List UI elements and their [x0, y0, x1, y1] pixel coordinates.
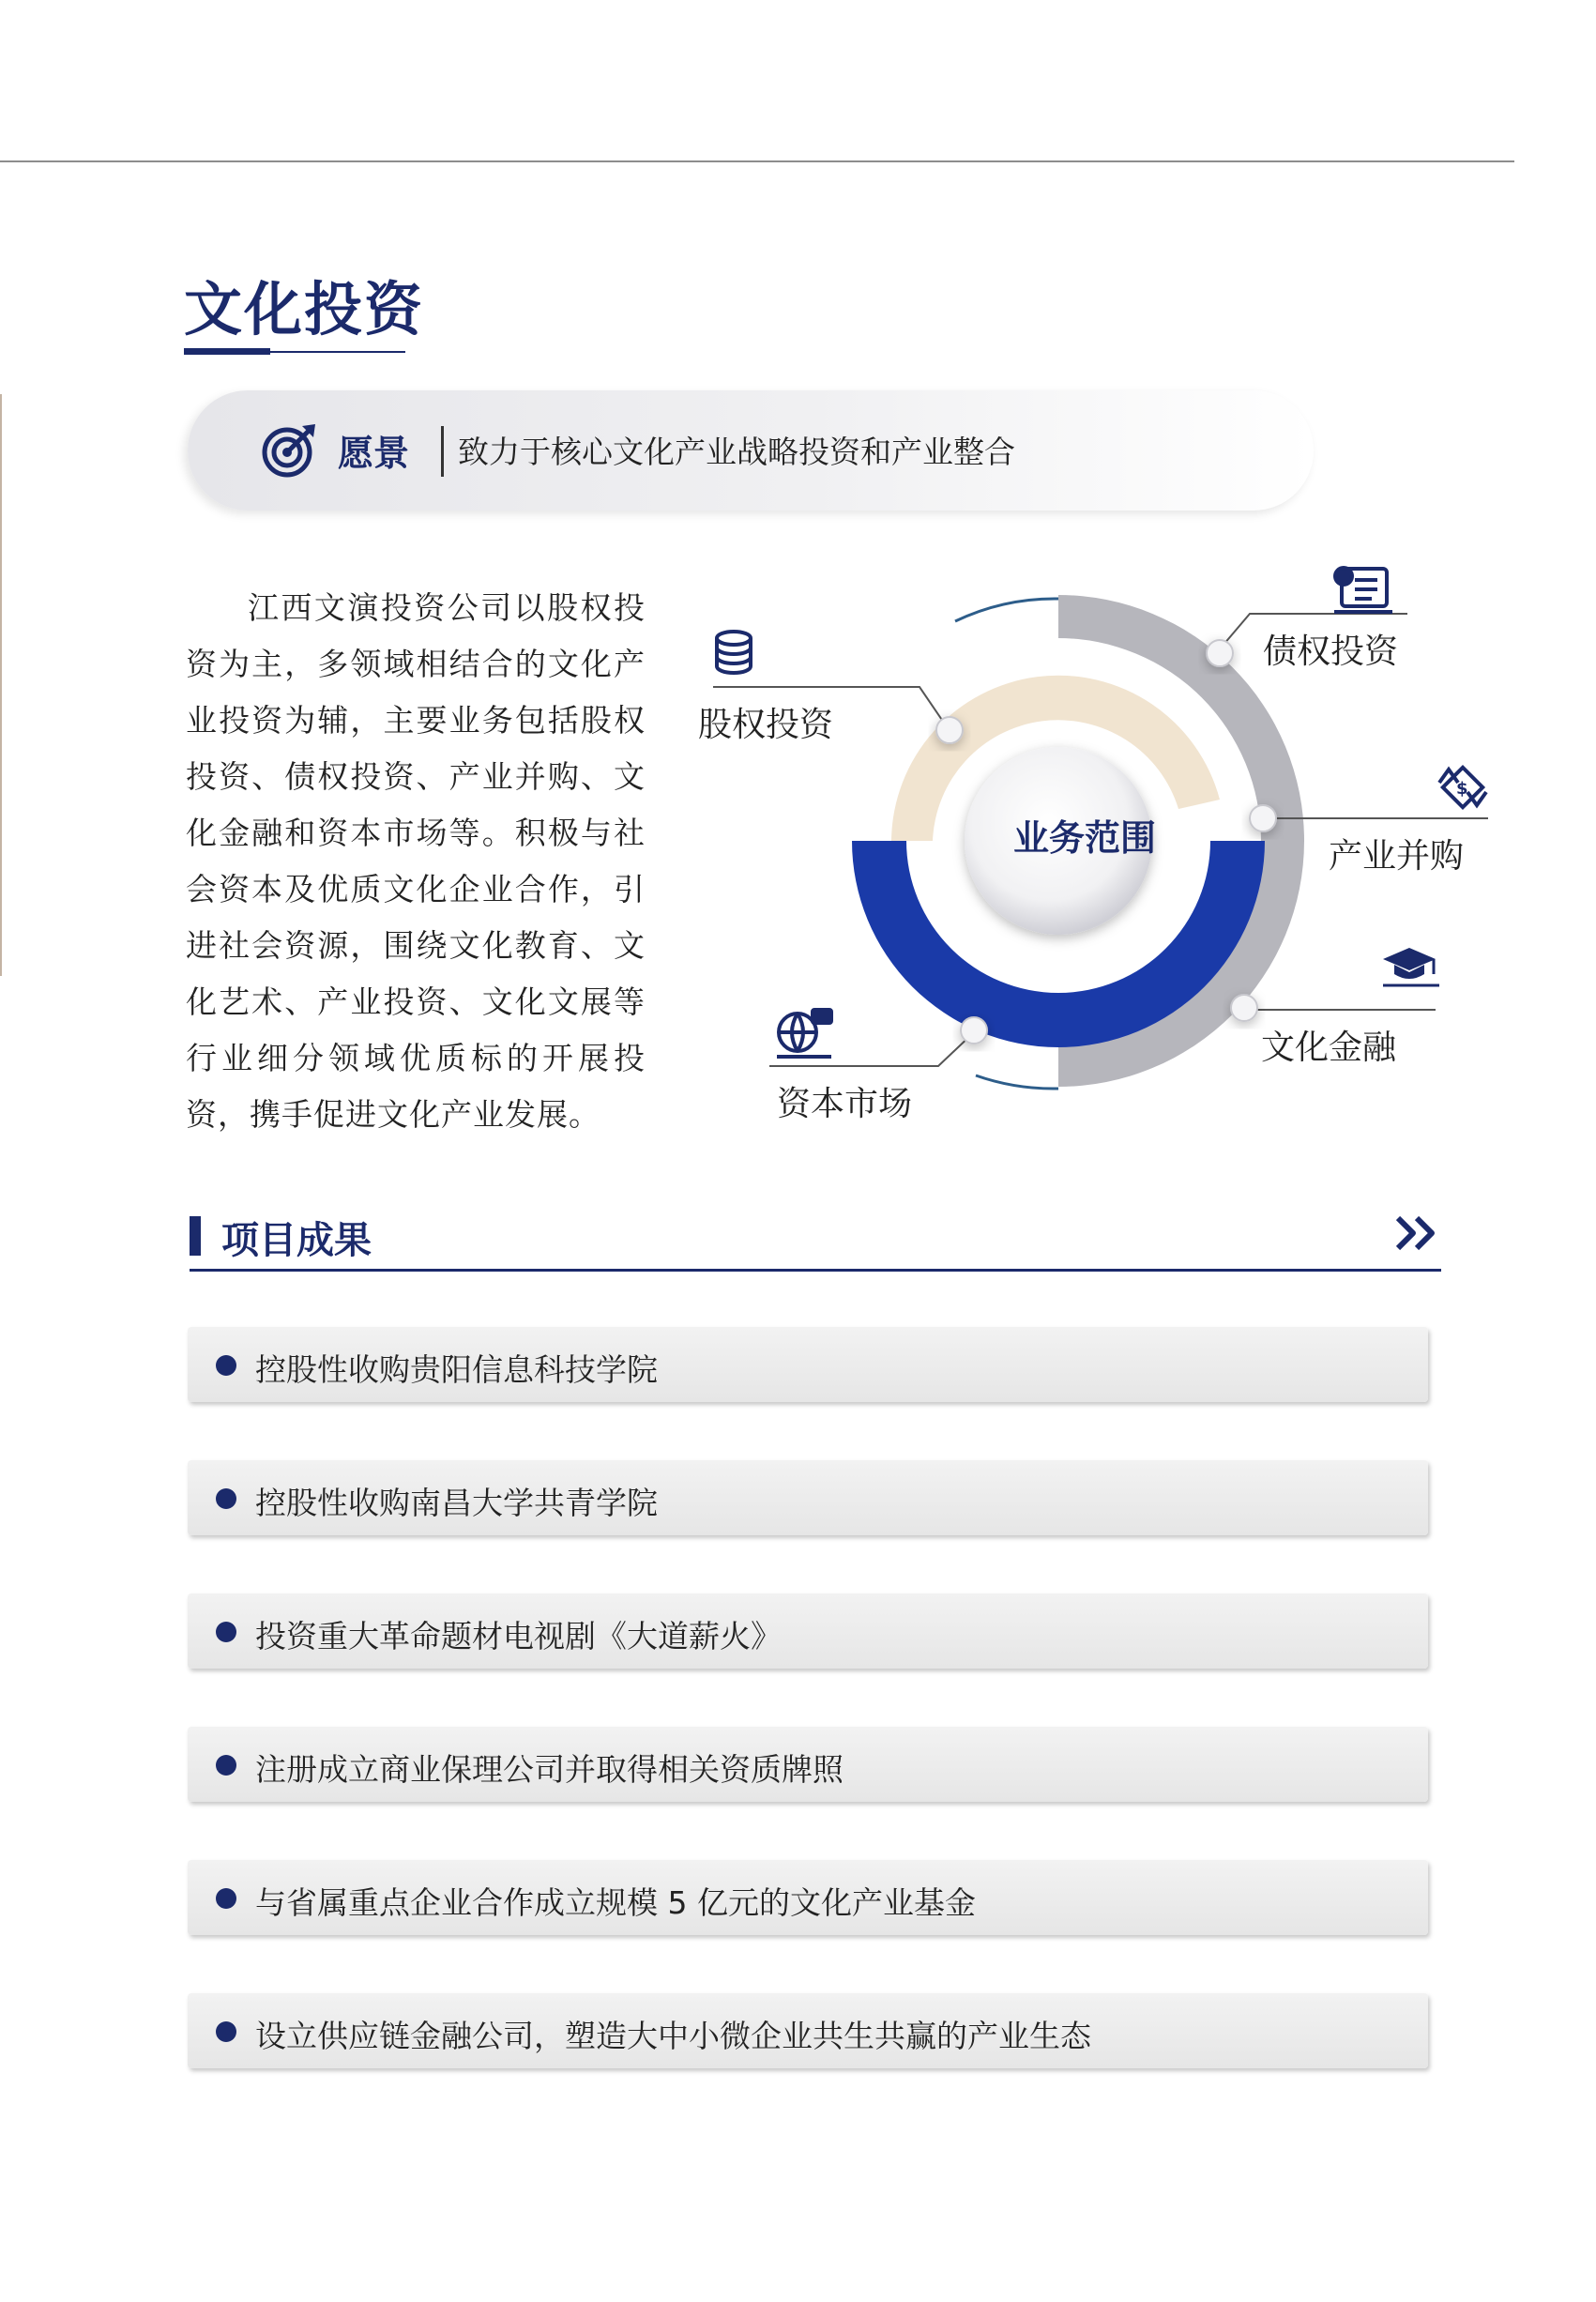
target-icon	[259, 420, 319, 480]
title-underline-accent	[184, 348, 270, 355]
exchange-icon	[1439, 768, 1486, 807]
invoice-icon	[1334, 568, 1392, 612]
result-text: 控股性收购南昌大学共青学院	[255, 1485, 658, 1521]
page-title: 文化投资	[184, 275, 425, 343]
scope-label-mna: 产业并购	[1329, 837, 1465, 876]
top-rule	[0, 160, 1514, 162]
bullet-dot-icon	[216, 1755, 236, 1776]
business-scope-diagram	[657, 544, 1595, 1145]
results-section-title: 项目成果	[221, 1219, 372, 1262]
graduation-cap-icon	[1383, 948, 1439, 985]
node-finance	[1231, 995, 1257, 1021]
thin-arc-top	[955, 599, 1058, 621]
global-market-icon	[777, 1010, 831, 1057]
result-item	[188, 1327, 1428, 1402]
vision-divider	[441, 426, 444, 477]
scope-label-finance: 文化金融	[1261, 1029, 1397, 1067]
result-item	[188, 1860, 1428, 1935]
results-section-rule	[190, 1269, 1441, 1272]
svg-text:$: $	[1456, 779, 1468, 799]
scope-label-capital: 资本市场	[777, 1085, 913, 1123]
business-scope-center: 业务范围	[1012, 817, 1156, 859]
vision-label: 愿景	[338, 433, 410, 474]
bullet-dot-icon	[216, 1355, 236, 1376]
thin-arc-bottom	[976, 1075, 1058, 1089]
result-item	[188, 1593, 1428, 1669]
result-item	[188, 1460, 1428, 1535]
result-text: 控股性收购贵阳信息科技学院	[255, 1351, 658, 1388]
result-text: 与省属重点企业合作成立规模 5 亿元的文化产业基金	[255, 1884, 976, 1921]
node-mna	[1250, 805, 1276, 831]
page-edge	[0, 394, 2, 976]
bullet-dot-icon	[216, 2021, 236, 2042]
node-debt	[1207, 640, 1233, 666]
result-text: 设立供应链金融公司，塑造大中小微企业共生共赢的产业生态	[255, 2018, 1091, 2054]
result-text: 投资重大革命题材电视剧《大道薪火》	[255, 1618, 782, 1654]
intro-paragraph: 江西文演投资公司以股权投资为主，多领域相结合的文化产业投资为辅，主要业务包括股权投资、债权投资、产业并购、文化金融和资本市场等。积极与社会资本及优质文化企业合作，引进社会资源，围绕文化教育、文化艺术、产业投资、文化文展等行业细分领域优质标的开展投资，携手促进文化产业发展。	[186, 589, 646, 1133]
node-equity	[936, 717, 963, 743]
double-chevron-right-icon[interactable]	[1392, 1209, 1441, 1258]
scope-label-debt: 债权投资	[1263, 633, 1399, 671]
coin-stack-icon	[717, 632, 751, 673]
section-marker	[190, 1216, 201, 1256]
result-item	[188, 1727, 1428, 1802]
result-item	[188, 1993, 1428, 2068]
vision-text: 致力于核心文化产业战略投资和产业整合	[458, 434, 1015, 470]
results-list	[188, 1327, 1428, 2127]
bullet-dot-icon	[216, 1488, 236, 1509]
bullet-dot-icon	[216, 1622, 236, 1642]
node-capital	[961, 1017, 987, 1044]
vision-banner	[188, 390, 1314, 511]
bullet-dot-icon	[216, 1888, 236, 1909]
scope-label-equity: 股权投资	[698, 706, 834, 744]
result-text: 注册成立商业保理公司并取得相关资质牌照	[255, 1751, 844, 1788]
